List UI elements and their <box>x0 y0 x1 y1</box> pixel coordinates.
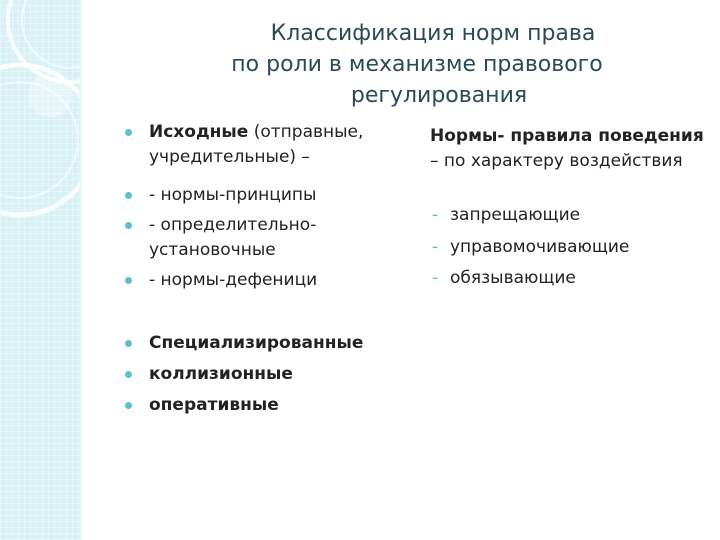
dash-marker: - <box>432 236 439 257</box>
decorative-sidebar <box>0 0 80 540</box>
slide-title <box>150 18 710 111</box>
list-item-opredelitelno <box>122 213 422 263</box>
item-text: оперативные <box>149 395 279 415</box>
item-text: - нормы-дефеници <box>149 270 318 290</box>
item-text: управомочивающие <box>450 236 630 257</box>
bullet-icon <box>125 222 132 229</box>
list-item-kollizionnye <box>122 362 422 387</box>
list-item-obyazyvayushchie <box>430 263 710 295</box>
item-text: (отправные, учредительные) – <box>149 122 364 167</box>
sidebar-edge <box>80 0 82 540</box>
item-text: обязывающие <box>450 268 576 288</box>
right-heading-text: – по характеру воздействия <box>430 151 683 171</box>
bullet-icon <box>125 129 132 136</box>
right-heading-bold: Нормы- правила поведения <box>430 126 704 146</box>
title-line-3: регулирования <box>350 83 528 108</box>
list-item-operativnye <box>122 393 422 418</box>
item-text: коллизионные <box>149 364 293 384</box>
item-text: запрещающие <box>450 205 581 225</box>
title-line-2: по роли в механизме правового <box>231 52 603 77</box>
list-item-zapreshchayushchie <box>430 200 710 232</box>
item-text: - определительно-установочные <box>149 215 317 260</box>
dash-list <box>430 200 710 295</box>
bullet-icon <box>125 402 132 409</box>
left-column <box>122 120 422 418</box>
item-text: - нормы-принципы <box>149 185 317 205</box>
bullet-icon <box>125 371 132 378</box>
title-line-1: Классификация норм права <box>270 21 596 46</box>
list-item-upravomochivayushchie <box>430 232 710 264</box>
list-item-ishodnye <box>122 120 422 170</box>
list-item-specializirovannye <box>122 331 422 356</box>
bullet-icon <box>125 277 132 284</box>
list-item-normy-principy <box>122 183 422 208</box>
dash-marker: - <box>432 205 439 225</box>
circle-decoration-icon <box>0 0 80 540</box>
bullet-icon <box>125 340 132 347</box>
list-item-normy-defenicii <box>122 268 422 293</box>
bullet-icon <box>125 192 132 199</box>
right-heading <box>430 124 710 174</box>
right-column <box>430 124 710 295</box>
item-text: Специализированные <box>149 333 364 353</box>
dash-marker: - <box>432 268 439 288</box>
item-bold-text: Исходные <box>149 122 249 142</box>
